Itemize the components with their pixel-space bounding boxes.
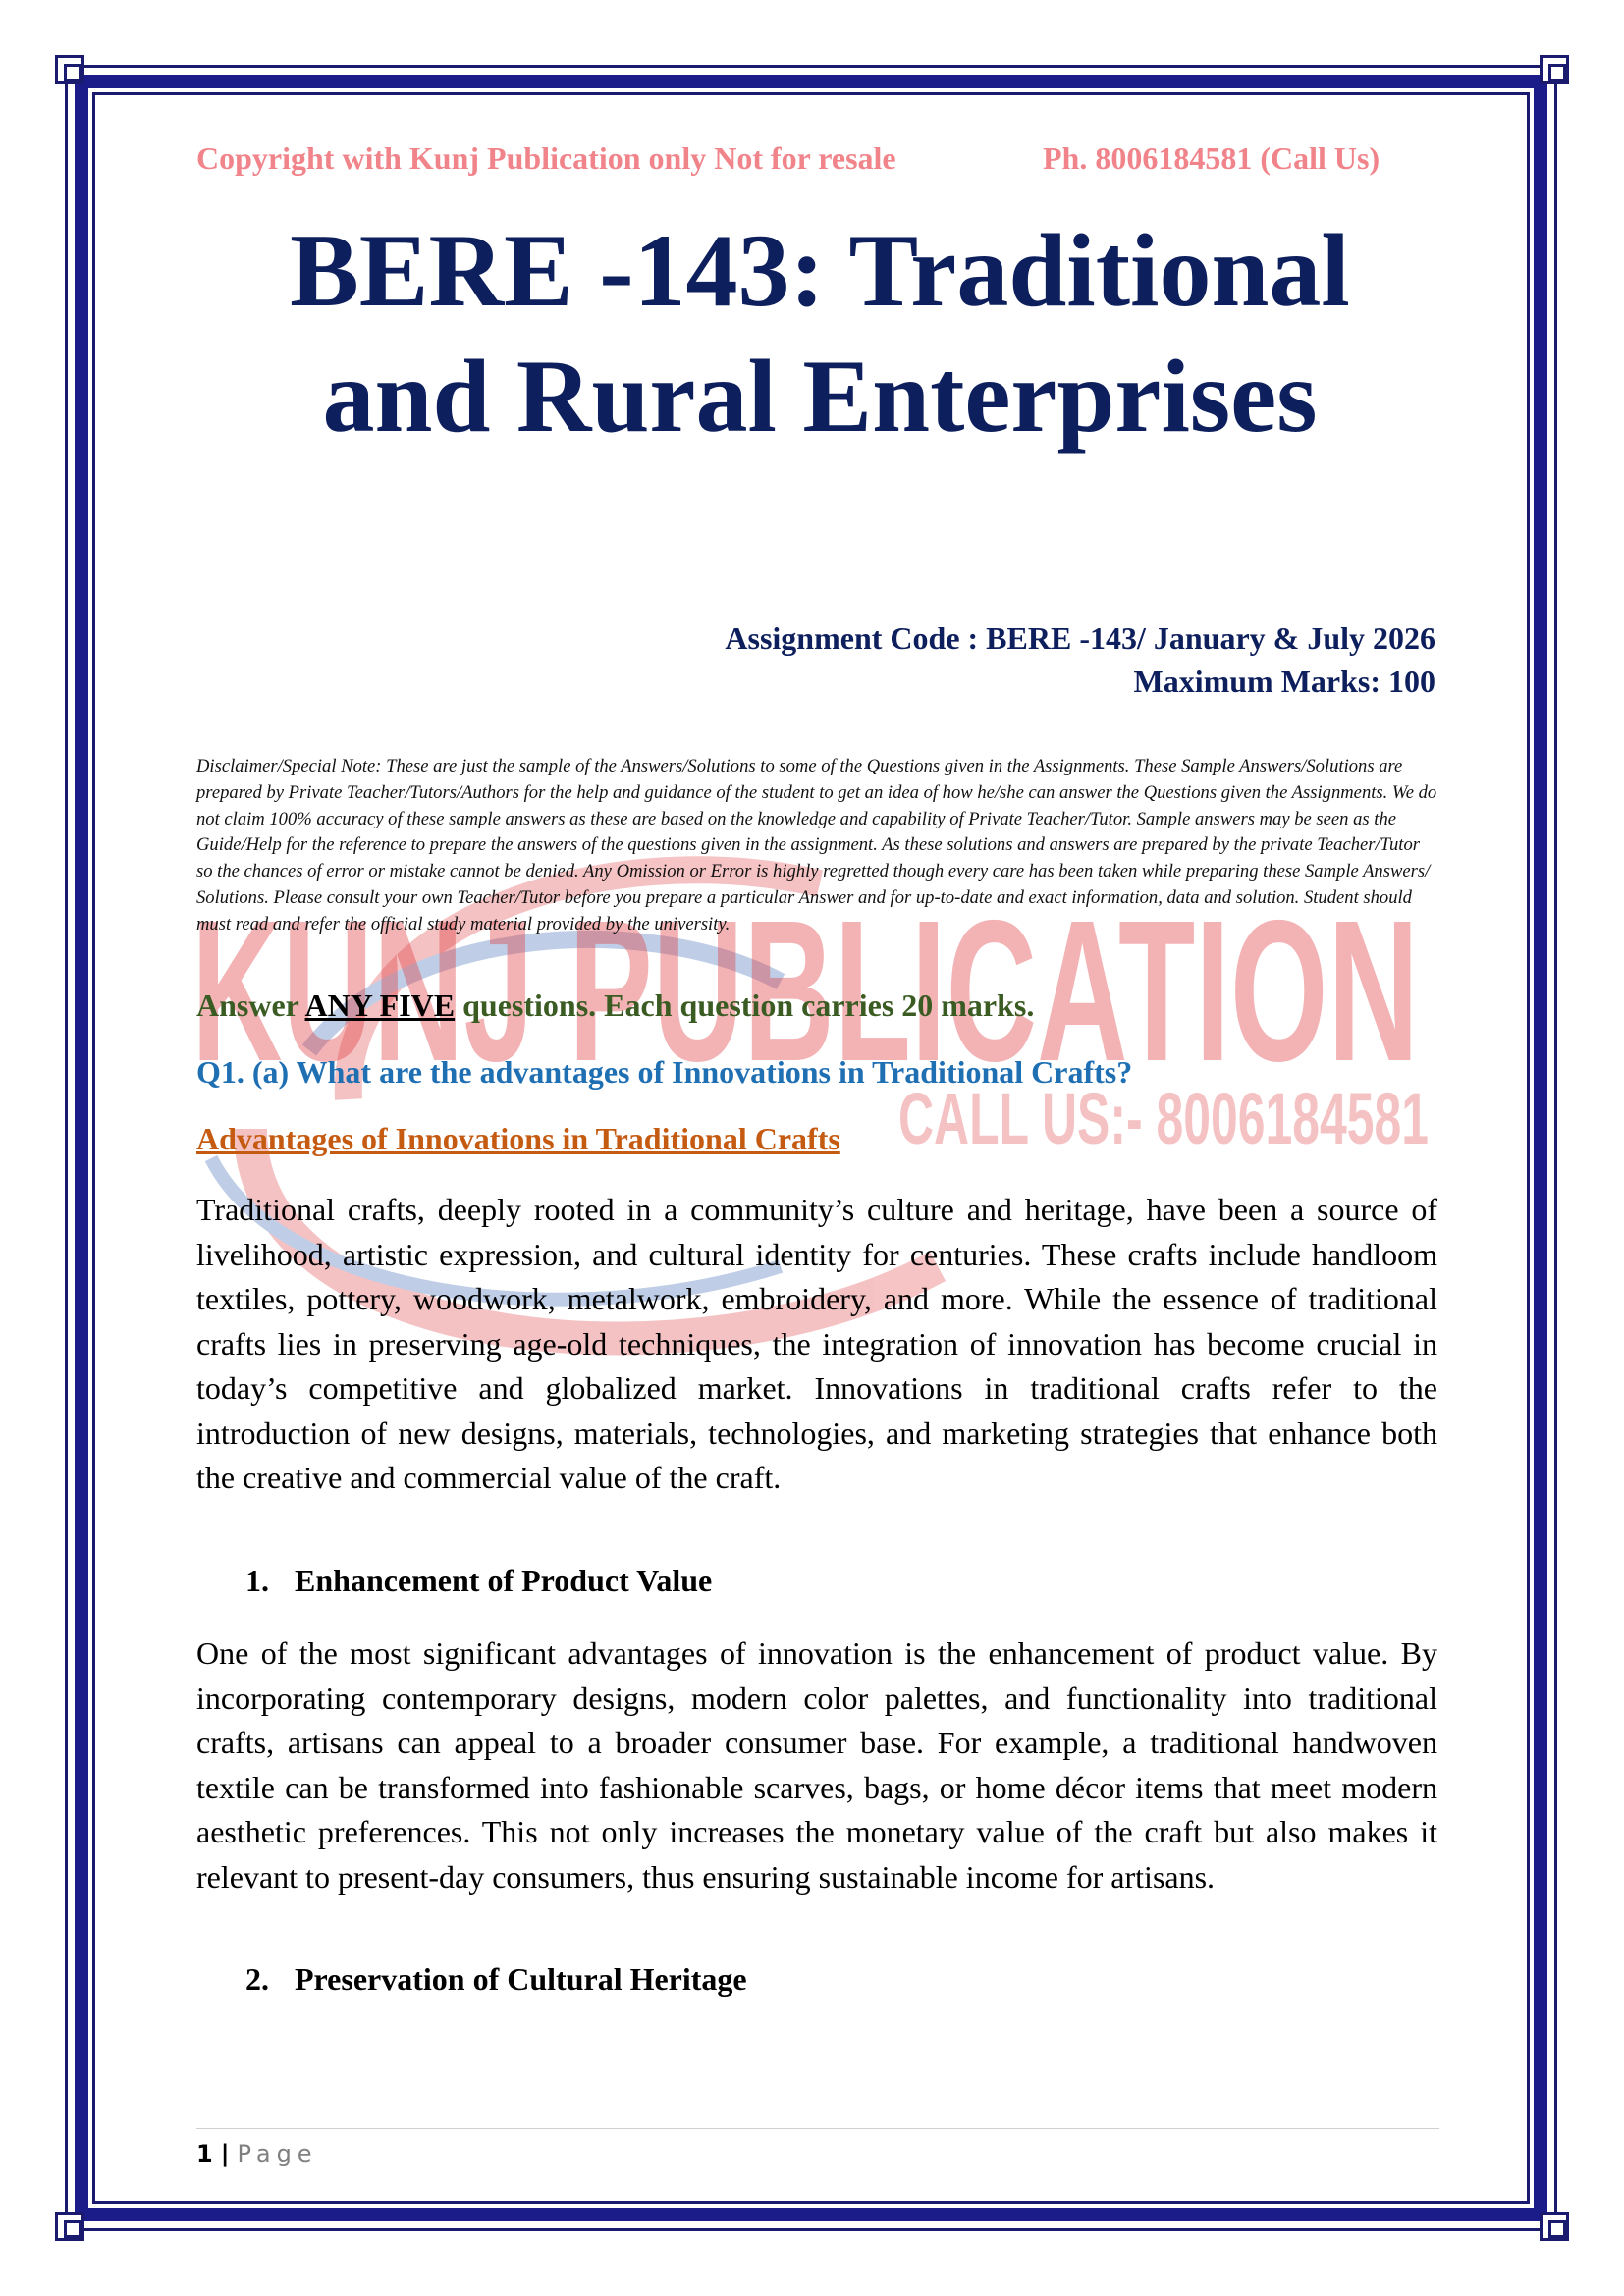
document-title [196, 208, 1443, 459]
border-corner-top-left [55, 55, 84, 84]
phone-text: Ph. 8006184581 (Call Us) [1043, 140, 1380, 176]
point-number: 2. [245, 1961, 269, 1997]
question-heading: Q1. (a) What are the advantages of Innovations in Traditional Crafts? [196, 1054, 1133, 1090]
point-paragraph: One of the most significant advantages of innovation is the enhancement of product value. By incorporating contemporary designs, modern color palettes, and functionality into traditional crafts, artisans can appeal to a broader consumer base. For example, a traditional handwoven textile can be transformed into fashionable scarves, bags, or home décor items that meet modern aesthetic preferences. This not only increases the monetary value of the craft but also makes it relevant to present-day consumers, thus ensuring sustainable income for artisans. [196, 1635, 1437, 1895]
instruction-suffix: questions. Each question carries 20 marks. [455, 988, 1035, 1023]
point-title: Preservation of Cultural Heritage [295, 1961, 747, 1997]
svg-text:CALL US:- 8006184581: CALL US:- 8006184581 [898, 1078, 1429, 1159]
page-label: Page [237, 2140, 318, 2167]
border-corner-bottom-right [1540, 2212, 1569, 2241]
footer-divider [196, 2128, 1439, 2129]
maximum-marks: Maximum Marks: 100 [1133, 664, 1435, 699]
instruction-prefix: Answer [196, 988, 305, 1023]
intro-paragraph: Traditional crafts, deeply rooted in a community’s culture and heritage, have been a source of livelihood, artistic expression, and cultural identity for centuries. These crafts include handloom textiles, pottery, woodwork, metalwork, embroidery, and more. While the essence of traditional crafts lies in preserving age-old techniques, the integration of innovation has become crucial in today’s competitive and globalized market. Innovations in traditional crafts refer to the introduction of new designs, materials, technologies, and marketing strategies that enhance both the creative and commercial value of the craft. [196, 1192, 1437, 1495]
footer-separator: | [220, 2140, 230, 2167]
title-line-1: BERE -143: Traditional [290, 213, 1350, 328]
point-heading [245, 1961, 747, 1998]
disclaimer-note: Disclaimer/Special Note: These are just the sample of the Answers/Solutions to some of the Questions given in the Assignments. These Sample Answers/Solutions are prepared by Private Teacher/Tutors/Authors for the help and guidance of the student to get an idea of how he/she can answer the Questions given the Assignments. We do not claim 100% accuracy of these sample answers as these are based on the knowledge and capability of Private Teacher/Tutor. Sample answers may be seen as the Guide/Help for the reference to prepare the answers of the questions given in the assignment. As these solutions and answers are prepared by the private Teacher/Tutor so the chances of error or mistake cannot be denied. Any Omission or Error is highly regretted though every care has been taken while preparing these Sample Answers/ Solutions. Please consult your own Teacher/Tutor before you prepare a particular Answer and for up-to-date and exact information, data and solution. Student should must read and refer the official study material provided by the university. [196, 756, 1437, 934]
instruction-emphasis: ANY FIVE [304, 988, 456, 1023]
border-corner-bottom-left [55, 2212, 84, 2241]
point-number: 1. [245, 1563, 269, 1598]
border-corner-top-right [1540, 55, 1569, 84]
title-line-2: and Rural Enterprises [322, 339, 1318, 454]
point-title: Enhancement of Product Value [295, 1563, 713, 1598]
svg-text:KUNJ PUBLICATION: KUNJ PUBLICATION [191, 879, 1419, 1103]
assignment-code: Assignment Code : BERE -143/ January & July 2026 [725, 620, 1435, 656]
point-heading [245, 1563, 712, 1599]
answer-subheading: Advantages of Innovations in Traditional Crafts [196, 1121, 840, 1156]
page-number: 1 [196, 2140, 213, 2167]
copyright-header [196, 140, 1443, 177]
answer-instruction [196, 988, 1443, 1024]
page-footer [196, 2140, 318, 2167]
copyright-text: Copyright with Kunj Publication only Not for resale [196, 140, 896, 176]
assignment-info [725, 616, 1435, 703]
